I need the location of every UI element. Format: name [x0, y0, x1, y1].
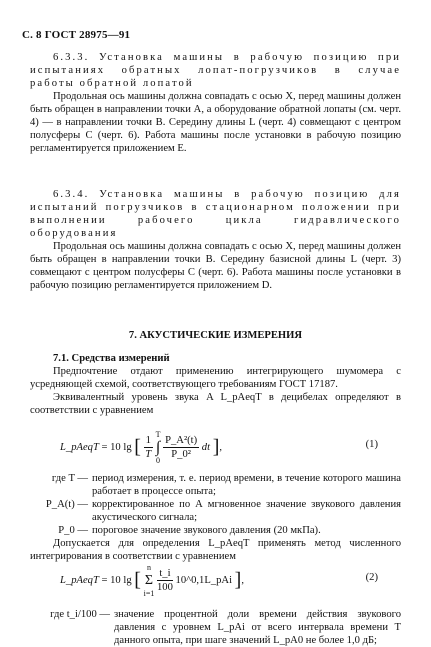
s71-title: 7.1. Средства измерений — [53, 353, 170, 364]
section-7-1 — [30, 352, 401, 417]
eq2-num: t_i — [157, 567, 173, 581]
where-text: пороговое значение звукового давления (20 мкПа). — [92, 525, 321, 536]
where-item — [30, 524, 401, 537]
where-text: значение процентной доли времени действия звукового давления с уровнем L_pAi от всего интервала времени T данного опыта, при шаге значений L_pA0 не более 1,0 дБ; — [114, 609, 401, 646]
eq1-T: T — [145, 449, 152, 460]
s633-body: Продольная ось машины должна совпадать с осью X, перед машины должен быть обращен в направлении точки A, а оборудование обратной лопаты (см. черт. 4) — в направлении точки B. Середину длины L (черт. 4) совмещают с центром полусферы C (черт. 6). Работа машины после установки в рабочую позицию регламентируется приложением E. — [30, 91, 401, 154]
s71-p2: Эквивалентный уровень звука A L_pAeqT в децибелах определяют в соответствии с уравнением — [30, 392, 401, 416]
eq2-sum-lo: i=1 — [143, 589, 155, 598]
where-item — [30, 498, 401, 524]
eq1-int-hi: T — [155, 430, 161, 439]
s633-heading: 6.3.3. Установка машины в рабочую позицию при испытаниях обратных лопат-погрузчиков в случае работы обратной лопатой — [30, 52, 401, 89]
eq2-number: (2) — [365, 572, 378, 583]
where-list-2 — [30, 608, 401, 647]
eq1-int-lo: 0 — [156, 456, 160, 465]
where-label: где t_i/100 — — [50, 609, 110, 620]
section-6-3-3 — [30, 51, 401, 155]
eq1-num: P_A²(t) — [165, 435, 198, 446]
s634-heading: 6.3.4. Установка машины в рабочую позицию для испытаний погрузчиков в стационарном положении при выполнении рабочего цикла гидравлического оборудования — [30, 189, 401, 239]
section-7-title: 7. АКУСТИЧЕСКИЕ ИЗМЕРЕНИЯ — [128, 330, 303, 341]
s634-body: Продольная ось машины должна совпадать с осью X, перед машины должен быть обращен в направлении точки B. Середину базисной длины L (черт. 3) совмещают с центром полусферы C (черт. 6). Работа машины после установки в рабочую позицию регламентируется приложением D. — [30, 241, 401, 291]
where-item — [30, 472, 401, 498]
section-6-3-4 — [30, 188, 401, 292]
eq2-pow: 10^0,1L_pAi — [175, 574, 233, 586]
eq2-den: 100 — [157, 582, 173, 593]
eq2-sum-hi: n — [146, 563, 151, 572]
eq1-number: (1) — [365, 439, 378, 450]
where-item — [30, 608, 401, 647]
equation-2: L_pAeqT = 10 lg [ n Σ i=1 $\frac{t\_i}{100}$ 10^0,1L_pAi ], (2) — [60, 563, 378, 598]
where-label: P_0 — — [58, 525, 88, 536]
eq1-den: P_0² — [171, 449, 191, 460]
where-list-1 — [30, 472, 401, 563]
eq1-coef: = 10 lg — [101, 441, 132, 453]
where-text: период измерения, т. е. период времени, в течение которого машина работает в процессе опыта; — [92, 473, 401, 497]
eq1-dt: dt — [201, 441, 211, 453]
page-header: С. 8 ГОСТ 28975—91 — [22, 29, 131, 41]
where-label: где T — — [51, 473, 88, 484]
where-text: корректированное по А мгновенное значение звукового давления акустического сигнала; — [92, 499, 401, 523]
where-label: P_A(t) — — [45, 499, 88, 510]
s71-p3: Допускается для определения L_pAeqT применять метод численного интегрирования в соответствии с уравнением — [30, 538, 401, 562]
eq1-one: 1 — [145, 435, 151, 446]
equation-1: L_pAeqT = 10 lg [ $\frac{1}{T}$ T ∫ 0 $\frac{\text{P\_A²(t)}}{\text{P\_0²}}$ dt ], (1) — [60, 430, 378, 465]
eq1-lhs: L_pAeqT — [60, 441, 99, 453]
s71-p1: Предпочтение отдают применению интегрирующего шумомера с усредняющей схемой, соответствующего требованиям ГОСТ 17187. — [30, 366, 401, 390]
eq2-coef: = 10 lg — [101, 574, 132, 586]
eq2-lhs: L_pAeqT — [60, 574, 99, 586]
